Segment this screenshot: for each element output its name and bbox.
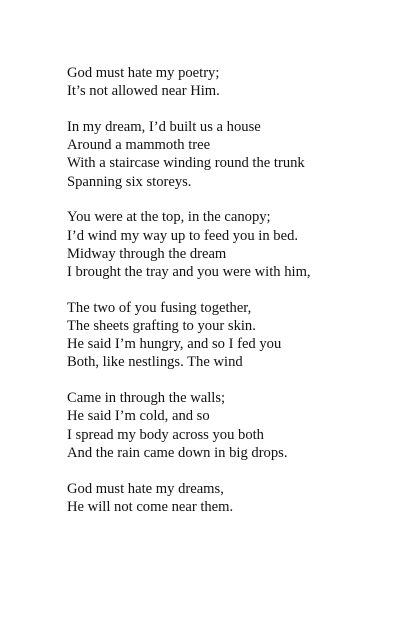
poem-line: Spanning six storeys. xyxy=(67,173,192,190)
poem-line: You were at the top, in the canopy; xyxy=(67,209,271,226)
poem-line: In my dream, I’d built us a house xyxy=(67,119,261,135)
poem-line: The two of you fusing together, xyxy=(67,299,252,316)
poem-line: With a staircase winding round the trunk xyxy=(67,155,305,172)
poem-line: I spread my body across you both xyxy=(67,426,264,443)
poem-line: He said I’m cold, and so xyxy=(67,408,210,425)
poem-line: Both, like nestlings. The wind xyxy=(67,354,243,371)
poem-line: It’s not allowed near Him. xyxy=(67,83,220,100)
stanza-1 xyxy=(67,64,387,100)
poem-line: I’d wind my way up to feed you in bed. xyxy=(67,227,299,244)
poem-line: I brought the tray and you were with him, xyxy=(67,264,311,281)
stanza-4 xyxy=(67,299,387,372)
poem-line: The sheets grafting to your skin. xyxy=(67,318,256,335)
poem-body xyxy=(67,64,387,516)
stanza-5 xyxy=(67,389,387,462)
poem-line: God must hate my dreams, xyxy=(67,480,224,497)
poem-line: He said I’m hungry, and so I fed you xyxy=(67,336,282,353)
poem-line: Midway through the dream xyxy=(67,245,227,262)
stanza-2 xyxy=(67,118,387,191)
stanza-3 xyxy=(67,208,387,281)
poem-line: He will not come near them. xyxy=(67,498,234,515)
poem-line: Around a mammoth tree xyxy=(67,137,211,154)
poem-line: Came in through the walls; xyxy=(67,390,226,407)
poem-line: And the rain came down in big drops. xyxy=(67,444,288,461)
poem-line: God must hate my poetry; xyxy=(67,65,220,81)
stanza-6 xyxy=(67,480,387,516)
